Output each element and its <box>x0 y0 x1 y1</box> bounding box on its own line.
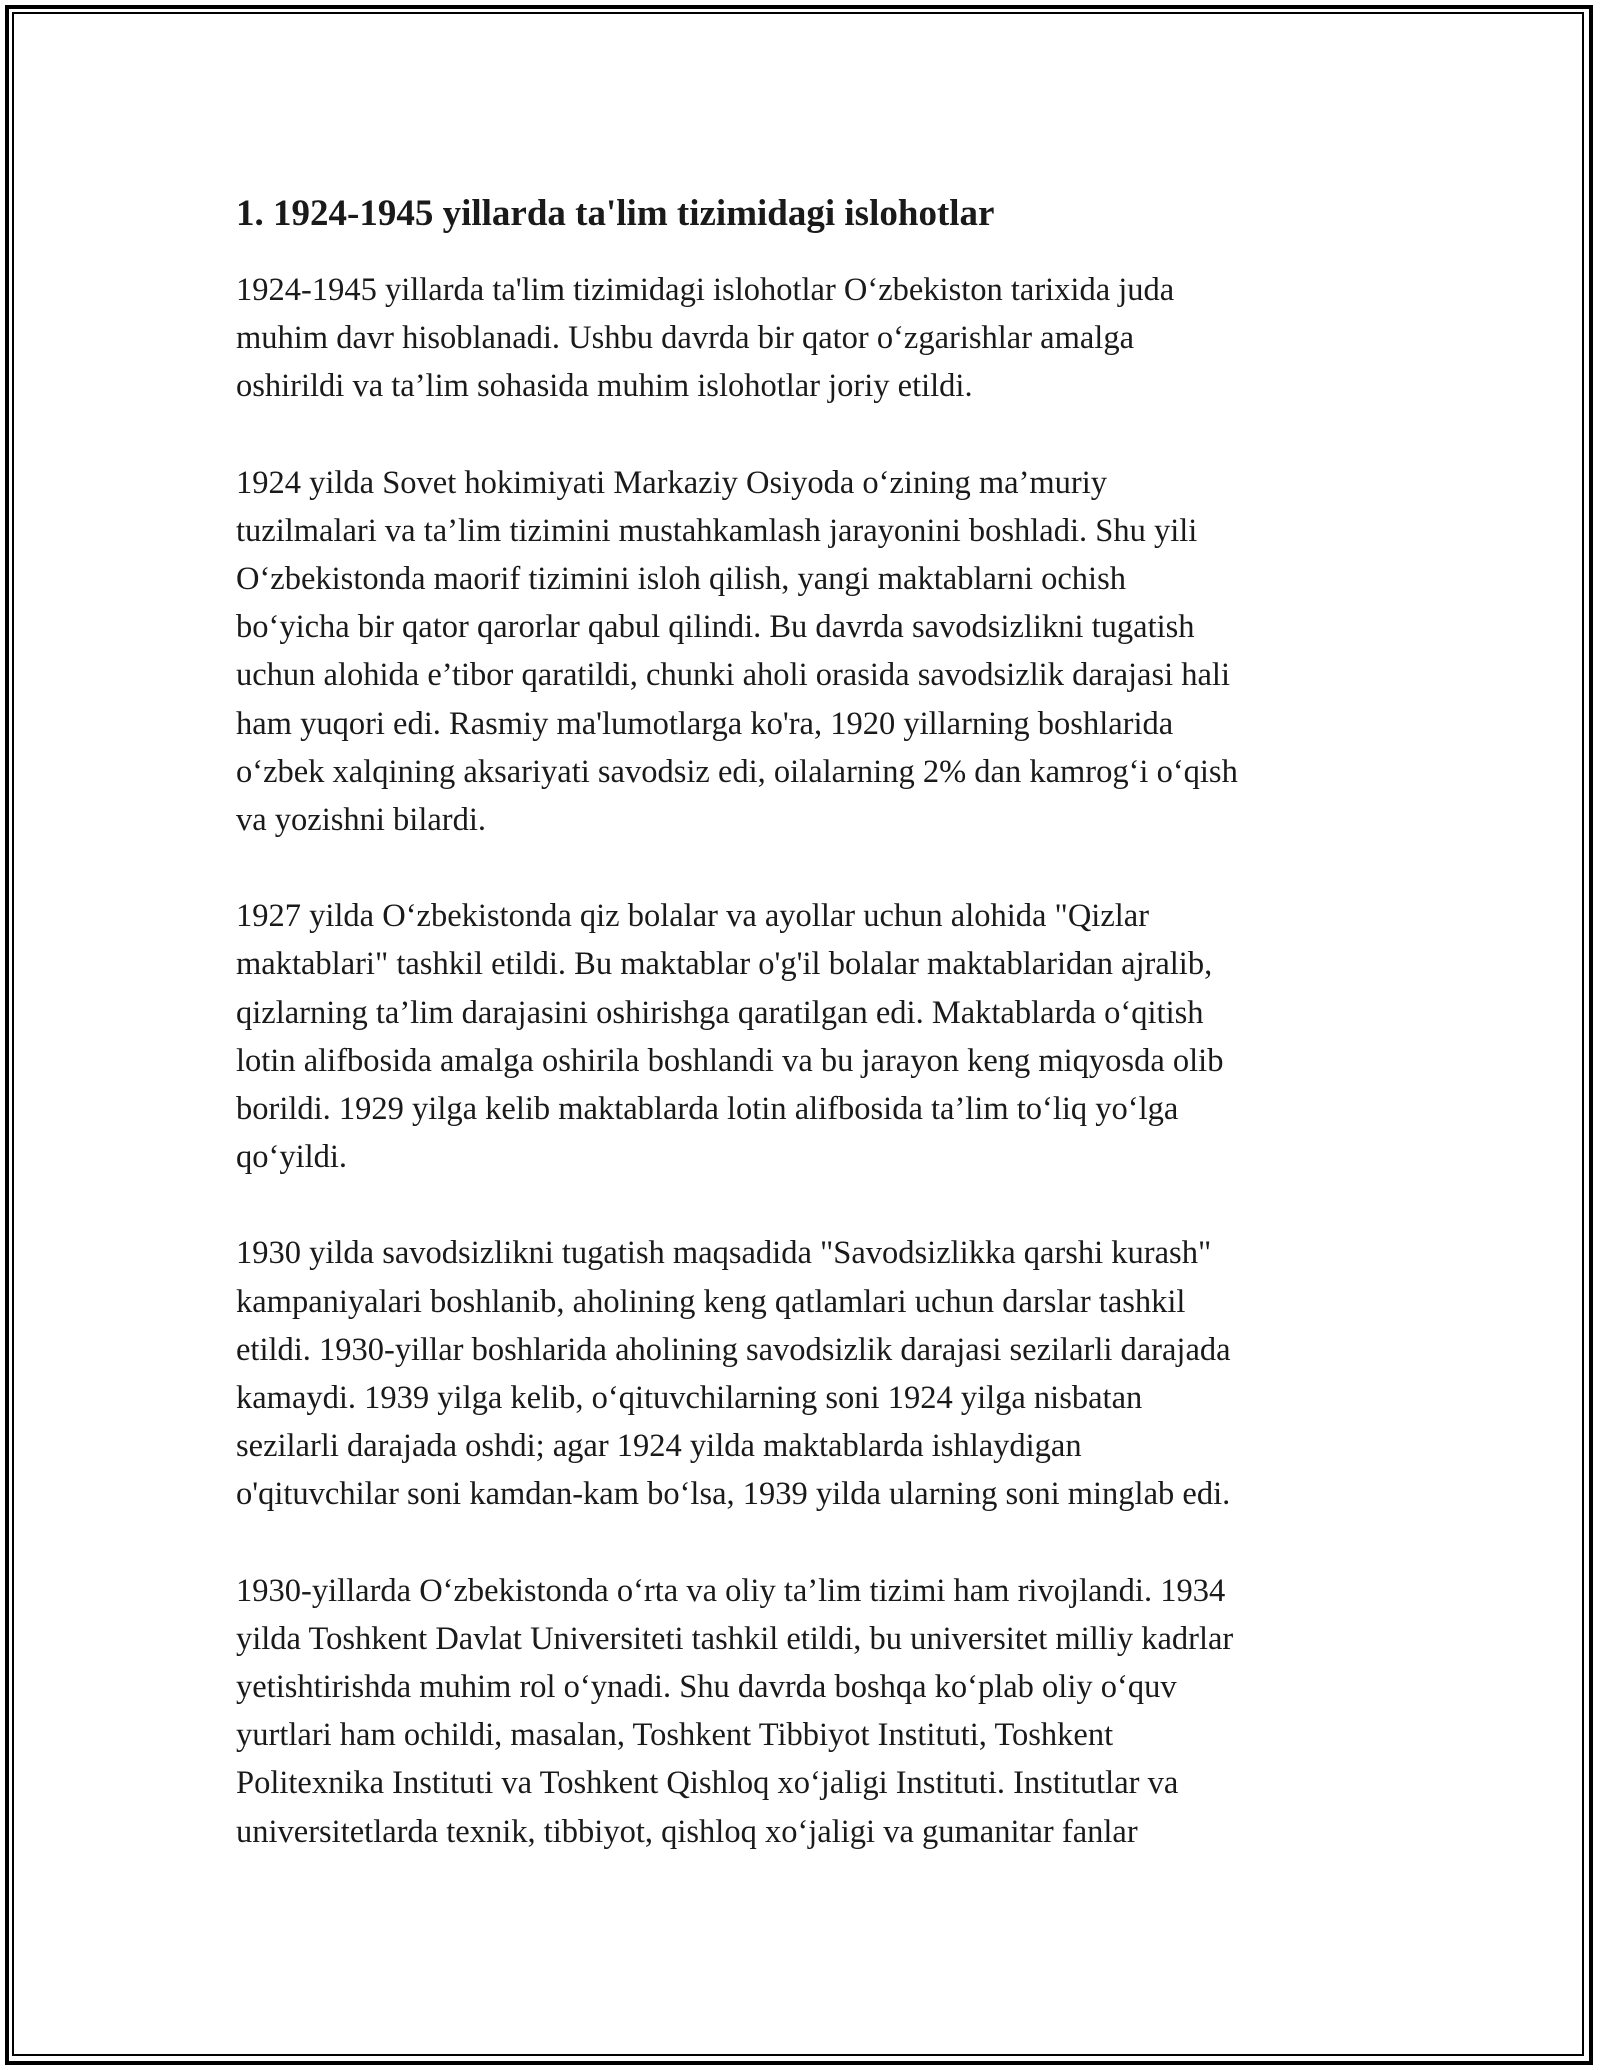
paragraph-1930: 1930 yilda savodsizlikni tugatish maqsadida "Savodsizlikka qarshi kurash" kampaniyalari boshlanib, aholining keng qatlamlari uchun darslar tashkil etildi. 1930-yillar boshlarida aholining savodsizlik darajasi sezilarli darajada kamaydi. 1939 yilga kelib, o‘qituvchilarning soni 1924 yilga nisbatan sezilarli darajada oshdi; agar 1924 yilda maktablarda ishlaydigan o'qituvchilar soni kamdan-kam bo‘lsa, 1939 yilda ularning soni minglab edi. <box>236 1235 1231 1513</box>
paragraph-1927: 1927 yilda O‘zbekistonda qiz bolalar va ayollar uchun alohida "Qizlar maktablari" tashkil etildi. Bu maktablar o'g'il bolalar maktablaridan ajralib, qizlarning ta’lim darajasini oshirishga qaratilgan edi. Maktablarda o‘qitish lotin alifbosida amalga oshirila boshlandi va bu jarayon keng miqyosda olib borildi. 1929 yilga kelib maktablarda lotin alifbosida ta’lim to‘liq yo‘lga qo‘yildi. <box>236 898 1224 1176</box>
section-heading: 1. 1924-1945 yillarda ta'lim tizimidagi islohotlar <box>236 193 995 234</box>
paragraph-1930s-higher-education: 1930-yillarda O‘zbekistonda o‘rta va oliy ta’lim tizimi ham rivojlandi. 1934 yilda Toshkent Davlat Universiteti tashkil etildi, bu universitet milliy kadrlar yetishtirishda muhim rol o‘ynadi. Shu davrda boshqa ko‘plab oliy o‘quv yurtlari ham ochildi, masalan, Toshkent Tibbiyot Instituti, Toshkent Politexnika Instituti va Toshkent Qishloq xo‘jaligi Instituti. Institutlar va universitetlarda texnik, tibbiyot, qishloq xo‘jaligi va gumanitar fanlar <box>236 1572 1234 1850</box>
paragraph-intro: 1924-1945 yillarda ta'lim tizimidagi islohotlar O‘zbekiston tarixida juda muhim davr hisoblanadi. Ushbu davrda bir qator o‘zgarishlar amalga oshirildi va ta’lim sohasida muhim islohotlar joriy etildi. <box>236 272 1175 405</box>
document-body <box>236 186 1376 1904</box>
paragraph-1924: 1924 yilda Sovet hokimiyati Markaziy Osiyoda o‘zining ma’muriy tuzilmalari va ta’lim tizimini mustahkamlash jarayonini boshladi. Shu yili O‘zbekistonda maorif tizimini isloh qilish, yangi maktablarni ochish bo‘yicha bir qator qarorlar qabul qilindi. Bu davrda savodsizlikni tugatish uchun alohida e’tibor qaratildi, chunki aholi orasida savodsizlik darajasi hali ham yuqori edi. Rasmiy ma'lumotlarga ko'ra, 1920 yillarning boshlarida o‘zbek xalqining aksariyati savodsiz edi, oilalarning 2% dan kamrog‘i o‘qish va yozishni bilardi. <box>236 464 1238 839</box>
